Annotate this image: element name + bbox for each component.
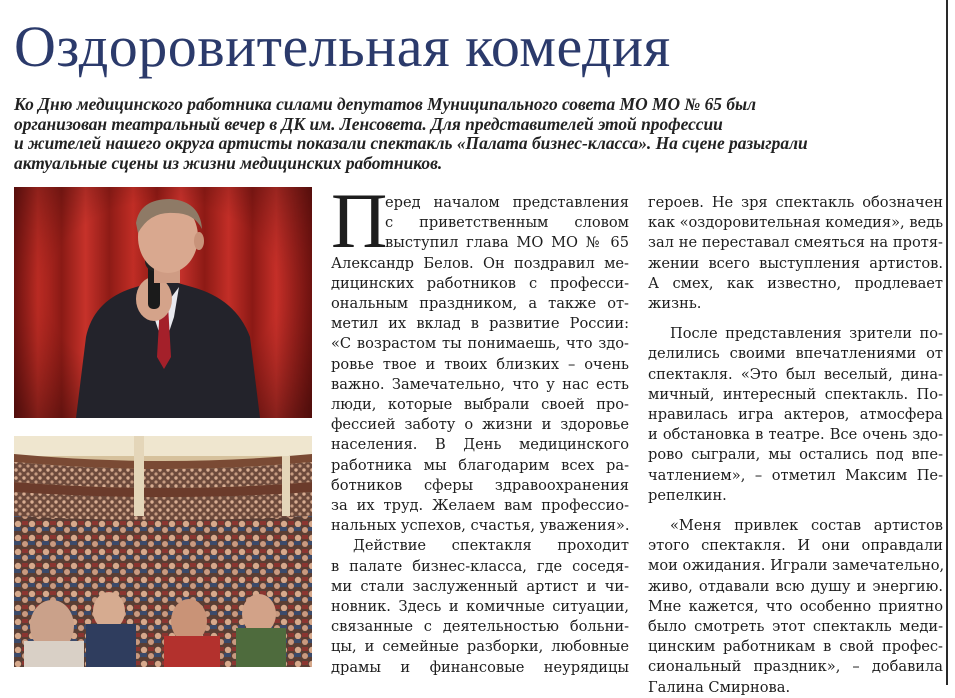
column-rule xyxy=(946,0,948,685)
text-line: ботников сферы здравоохранения xyxy=(331,476,629,494)
text-line: ональным праздником, а также от- xyxy=(331,295,629,313)
text-line: цинским работникам в свой профес- xyxy=(648,638,943,656)
text-line: зал не переставал смеяться на протя- xyxy=(648,234,943,252)
text-line: и обстановка в театре. Все очень здо- xyxy=(648,426,943,444)
text-line: выступил глава МО МО № 65 xyxy=(385,234,629,252)
text-line: метил их вклад в развитие России: xyxy=(331,315,629,333)
speaker-photo xyxy=(14,187,312,418)
text-line: этого спектакля. И они оправдали xyxy=(648,537,943,555)
text-line: мои ожидания. Играли замечательно, xyxy=(648,557,945,575)
article-lead xyxy=(14,95,939,173)
text-line: героев. Не зря спектакль обозначен xyxy=(648,194,943,211)
text-line: жизнь. xyxy=(648,295,702,313)
text-line: А смех, как известно, продлевает xyxy=(648,274,943,292)
text-line: фессией заботу о жизни и здоровье xyxy=(331,416,629,434)
text-line: Галина Смирнова. xyxy=(648,678,791,696)
text-line: важно. Замечательно, что у нас есть xyxy=(331,375,629,393)
text-line: делились своими впечатлениями от xyxy=(648,345,943,363)
text-line: рово сыграли, мы остались под впе- xyxy=(648,446,943,464)
text-line: чатлением», – отметил Максим Пе- xyxy=(648,466,943,484)
text-line: за их труд. Желаем вам профессио- xyxy=(331,497,629,515)
text-line: сиональный праздник», – добавила xyxy=(648,658,943,676)
text-line: живо, отдавали всю душу и энергию. xyxy=(648,577,943,595)
article-title: Оздоровительная комедия xyxy=(14,14,671,79)
text-line: новник. Здесь и комичные ситуации, xyxy=(331,598,629,616)
lead-line: актуальные сцены из жизни медицинских работников. xyxy=(14,152,443,173)
text-line: еред началом представления xyxy=(385,194,629,211)
text-line: в палате бизнес-класса, где соседя- xyxy=(331,557,629,575)
text-line: ми стали заслуженный артист и чи- xyxy=(331,577,629,595)
text-line: как «оздоровительная комедия», ведь xyxy=(648,214,944,232)
text-line: было смотреть этот спектакль меди- xyxy=(648,618,943,636)
text-line: люди, которые выбрали своей про- xyxy=(331,396,629,414)
text-line: драмы и финансовые неурядицы xyxy=(331,658,629,676)
text-line: «Меня привлек состав артистов xyxy=(670,517,943,535)
text-line: нальных успехов, счастья, уважения». xyxy=(331,517,630,535)
text-line: ровье твое и твоих близких – очень xyxy=(331,355,629,373)
text-line: связанные с деятельностью больни- xyxy=(331,618,629,636)
text-line: дицинских работников с професси- xyxy=(331,274,629,292)
article-column-middle xyxy=(331,193,629,678)
text-line: «С возрастом ты понимаешь, что здо- xyxy=(331,335,629,353)
text-line: спектакля. «Это был веселый, дина- xyxy=(648,365,943,383)
text-line: мичный, интересный спектакль. По- xyxy=(648,385,943,403)
text-line: нравилась игра актеров, атмосфера xyxy=(648,406,943,424)
lead-line: Ко Дню медицинского работника силами депутатов Муниципального совета МО МО № 65 был xyxy=(14,94,757,114)
text-line: Действие спектакля проходит xyxy=(353,537,629,555)
audience-photo xyxy=(14,436,312,667)
lead-line: и жителей нашего округа артисты показали спектакль «Палата бизнес-класса». На сцене разыграли xyxy=(14,133,808,154)
text-line: работника мы благодарим всех ра- xyxy=(331,456,629,474)
text-line: репелкин. xyxy=(648,486,727,504)
text-line: населения. В День медицинского xyxy=(331,436,629,454)
text-line: жении всего выступления артистов. xyxy=(648,254,943,272)
text-line: с приветственным словом xyxy=(385,214,629,232)
text-line: После представления зрители по- xyxy=(670,325,943,343)
text-line: цы, и семейные разборки, любовные xyxy=(331,638,629,656)
drop-cap: П xyxy=(331,177,388,264)
lead-line: организован театральный вечер в ДК им. Ленсовета. Для представителей этой профессии xyxy=(14,113,723,134)
text-line: Александр Белов. Он поздравил ме- xyxy=(331,254,629,272)
text-line: Мне кажется, что особенно приятно xyxy=(648,597,943,615)
article-column-right xyxy=(648,193,943,698)
